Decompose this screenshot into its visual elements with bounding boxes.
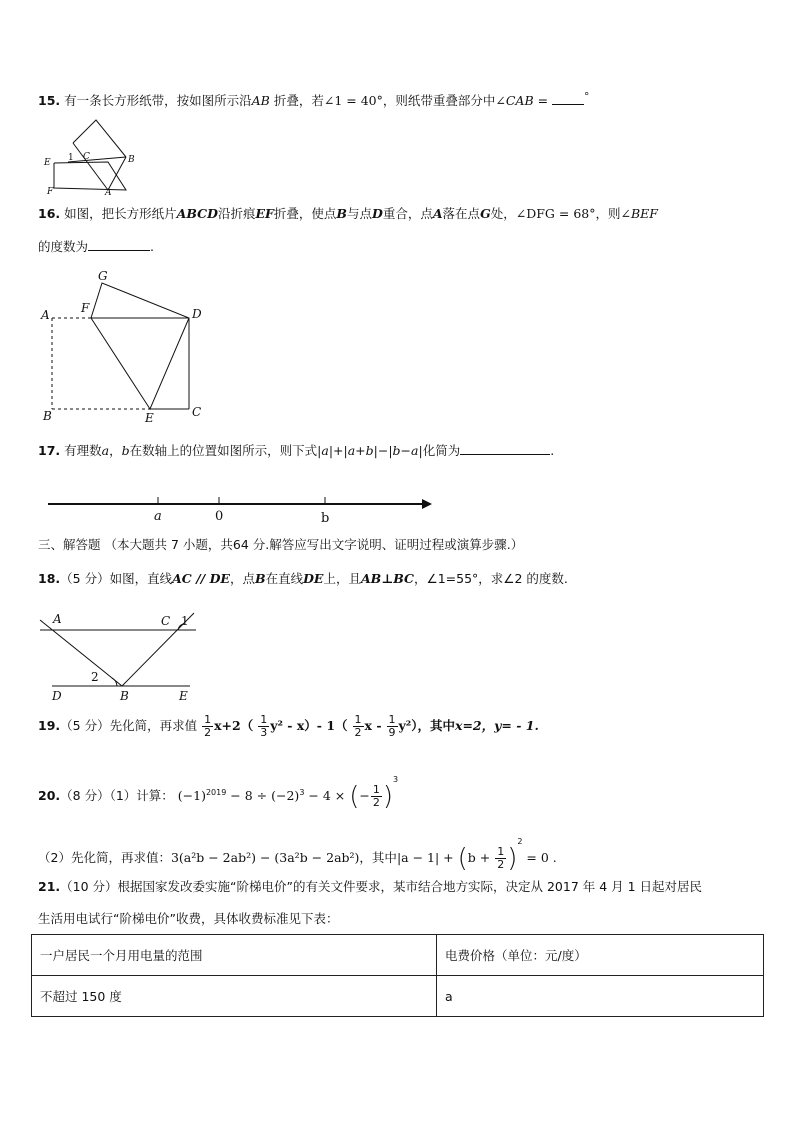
answer-blank-15[interactable] (552, 92, 584, 105)
label-f: F (81, 301, 90, 315)
label-2: 2 (91, 670, 99, 684)
label-b: b (321, 511, 330, 526)
fraction-1-2d: $\frac{1}{2}$ (497, 845, 505, 871)
q16-figure (38, 268, 218, 428)
q19-text: 19.（5 分）先化简，再求值 $\frac{1}{2}$ x+2（ $\frac{1}{3}$ y² - x）- 1（ $\frac{1}{2}$ x - $\frac{1}{9}$ y²），其中x=2，y= - 1. (38, 713, 539, 739)
number-line (46, 484, 436, 530)
label-1: 1 (181, 614, 189, 628)
label-c: C (161, 614, 171, 628)
q15-text: 15. 有一条长方形纸带，按如图所示沿AB 折叠，若∠1 = 40°，则纸带重叠部分中∠CAB = ° (38, 91, 590, 109)
label-e: E (44, 158, 51, 168)
label-e: E (145, 411, 154, 425)
q17-text: 17. 有理数a，b在数轴上的位置如图所示，则下式|a|+|a+b|−|b−a|化简为 . (38, 443, 555, 458)
fraction-1-2c: $\frac{1}{2}$ (372, 783, 380, 809)
label-g: G (98, 269, 108, 283)
label-b: B (120, 689, 129, 703)
label-a: a (154, 509, 162, 524)
q16-text-line1: 16. 如图，把长方形纸片ABCD沿折痕EF折叠，使点B与点D重合，点A落在点G处，∠DFG = 68°，则∠BEF (38, 206, 658, 221)
q16-text-line2: 的度数为 . (38, 239, 154, 254)
table-cell: 不超过 150 度 (32, 976, 437, 1017)
label-c: C (83, 152, 90, 162)
label-0: 0 (215, 509, 224, 524)
fraction-1-3: $\frac{1}{3}$ (260, 713, 268, 739)
label-1: 1 (68, 153, 74, 163)
q20-part1: 20.（8 分）（1）计算： $(-1)^{2019} - 8 \div (-2)^3 - 4$ × (− $\frac{1}{2}$ )$^3$ (38, 775, 399, 812)
label-d: D (52, 689, 62, 703)
q21-line1: 21.（10 分）根据国家发改委实施“阶梯电价”的有关文件要求，某市结合地方实际，决定从 2017 年 4 月 1 日起对居民 (38, 879, 703, 894)
section-3-heading: 三、解答题 （本大题共 7 小题，共64 分.解答应写出文字说明、证明过程或演算步骤.） (38, 537, 524, 552)
table-row (32, 976, 764, 1017)
label-e: E (179, 689, 188, 703)
label-a: A (53, 612, 62, 626)
q21-line2: 生活用电试行“阶梯电价”收费，具体收费标准见下表： (38, 911, 339, 926)
label-b: B (43, 409, 52, 423)
label-a: A (41, 308, 50, 322)
label-b: B (128, 155, 135, 165)
label-d: D (192, 307, 202, 321)
q18-figure (38, 610, 218, 705)
answer-blank-16[interactable] (88, 238, 150, 251)
q15-figure (40, 116, 140, 196)
table-header-cell: 电费价格（单位：元/度） (437, 935, 764, 976)
answer-blank-17[interactable] (460, 442, 550, 455)
fraction-1-2: $\frac{1}{2}$ (204, 713, 212, 739)
fraction-1-9: $\frac{1}{9}$ (388, 713, 396, 739)
label-f: F (47, 187, 54, 197)
table-header-cell: 一户居民一个月用电量的范围 (32, 935, 437, 976)
label-c: C (192, 405, 202, 419)
table-header-row (32, 935, 764, 976)
q20-part2: （2）先化简，再求值：3(a²b − 2ab²) − (3a²b − 2ab²)，其中|a − 1| + (b + $\frac{1}{2}$ )$^2$ = 0 . (38, 837, 557, 874)
table-cell: a (437, 976, 764, 1017)
electricity-price-table (31, 934, 764, 1017)
fraction-1-2b: $\frac{1}{2}$ (354, 713, 362, 739)
q18-text: 18.（5 分）如图，直线AC // DE，点B在直线DE上，且AB⊥BC，∠1=55°，求∠2 的度数. (38, 571, 568, 586)
label-a: A (105, 188, 112, 198)
